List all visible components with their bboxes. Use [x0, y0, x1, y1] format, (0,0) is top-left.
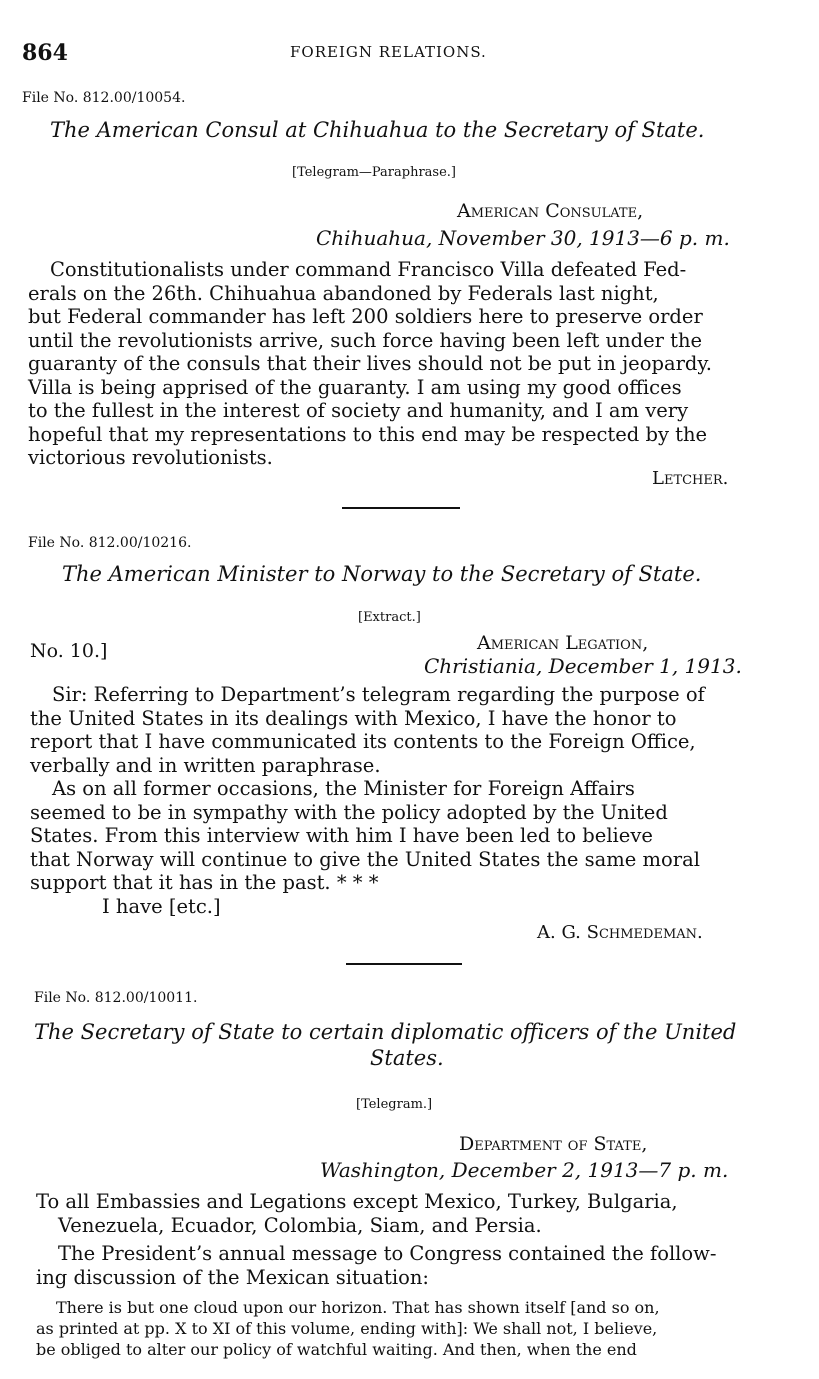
quoted-extract: [36, 1297, 660, 1360]
address-line: To all Embassies and Legations except Mexico, Turkey, Bulgaria,: [36, 1190, 678, 1213]
body-line: Constitutionalists under command Francisco Villa defeated Fed-: [50, 258, 687, 281]
signature-1: Letcher.: [652, 468, 729, 489]
file-number-1: File No. 812.00/10054.: [22, 90, 186, 106]
body-line: Villa is being apprised of the guaranty. I am using my good offices: [28, 375, 682, 399]
document-note-3: [Telegram.]: [356, 1097, 433, 1112]
dateline-3: Washington, December 2, 1913—7 p. m.: [320, 1158, 729, 1182]
closing-line: I have [etc.]: [102, 894, 221, 918]
page-number: 864: [22, 40, 68, 66]
document-note-1: [Telegram—Paraphrase.]: [292, 165, 456, 180]
body-line: erals on the 26th. Chihuahua abandoned by Federals last night,: [28, 281, 659, 305]
body-line: report that I have communicated its contents to the Foreign Office,: [30, 730, 696, 753]
sender-office-3: Department of State,: [459, 1133, 648, 1155]
section-divider: [342, 507, 460, 509]
body-text-3: [36, 1242, 716, 1289]
quote-line: as printed at pp. X to XI of this volume, ending with]: We shall not, I believe,: [36, 1319, 658, 1338]
body-line: As on all former occasions, the Minister for Foreign Affairs: [52, 777, 635, 800]
dateline-1: Chihuahua, November 30, 1913—6 p. m.: [316, 226, 730, 250]
quote-line: be obliged to alter our policy of watchful waiting. And then, when the end: [36, 1340, 637, 1359]
body-line: verbally and in written paraphrase.: [30, 753, 381, 777]
document-title-3: The Secretary of State to certain diplomatic officers of the United: [34, 1020, 737, 1044]
running-title: FOREIGN RELATIONS.: [290, 43, 487, 61]
body-line: to the fullest in the interest of society and humanity, and I am very: [28, 399, 689, 422]
document-title-2: The American Minister to Norway to the Secretary of State.: [62, 562, 702, 586]
body-line: the United States in its dealings with Mexico, I have the honor to: [30, 706, 677, 730]
dateline-2: Christiania, December 1, 1913.: [424, 654, 742, 678]
document-title-3-cont: States.: [370, 1046, 444, 1070]
body-line: hopeful that my representations to this end may be respected by the: [28, 422, 708, 446]
body-line: Sir: Referring to Department’s telegram regarding the purpose of: [52, 683, 705, 706]
body-line: but Federal commander has left 200 soldiers here to preserve order: [28, 305, 703, 328]
document-title-1: The American Consul at Chihuahua to the Secretary of State.: [50, 118, 705, 142]
file-number-3: File No. 812.00/10011.: [34, 990, 198, 1006]
body-line: guaranty of the consuls that their lives should not be put in jeopardy.: [28, 352, 712, 375]
quote-line: There is but one cloud upon our horizon. That has shown itself [and so on,: [56, 1298, 660, 1317]
address-line: Venezuela, Ecuador, Colombia, Siam, and Persia.: [58, 1213, 542, 1237]
despatch-number: No. 10.]: [30, 640, 108, 662]
body-text-2: [30, 683, 705, 918]
body-line: until the revolutionists arrive, such force having been left under the: [28, 328, 703, 352]
file-number-2: File No. 812.00/10216.: [28, 535, 192, 551]
body-line: that Norway will continue to give the United States the same moral: [30, 847, 700, 871]
address-block: [36, 1190, 678, 1237]
sender-office-1: American Consulate,: [457, 200, 644, 222]
body-line: seemed to be in sympathy with the policy adopted by the United: [30, 800, 668, 824]
document-note-2: [Extract.]: [358, 610, 421, 625]
body-text-1: [28, 258, 712, 470]
body-line: support that it has in the past. * * *: [30, 871, 379, 894]
body-line: victorious revolutionists.: [28, 446, 273, 469]
section-divider: [346, 963, 462, 965]
body-line: States. From this interview with him I have been led to believe: [30, 824, 653, 847]
signature-2: A. G. Schmedeman.: [537, 922, 703, 943]
body-line: ing discussion of the Mexican situation:: [36, 1265, 429, 1289]
sender-office-2: American Legation,: [477, 632, 649, 654]
body-line: The President’s annual message to Congress contained the follow-: [58, 1242, 717, 1265]
